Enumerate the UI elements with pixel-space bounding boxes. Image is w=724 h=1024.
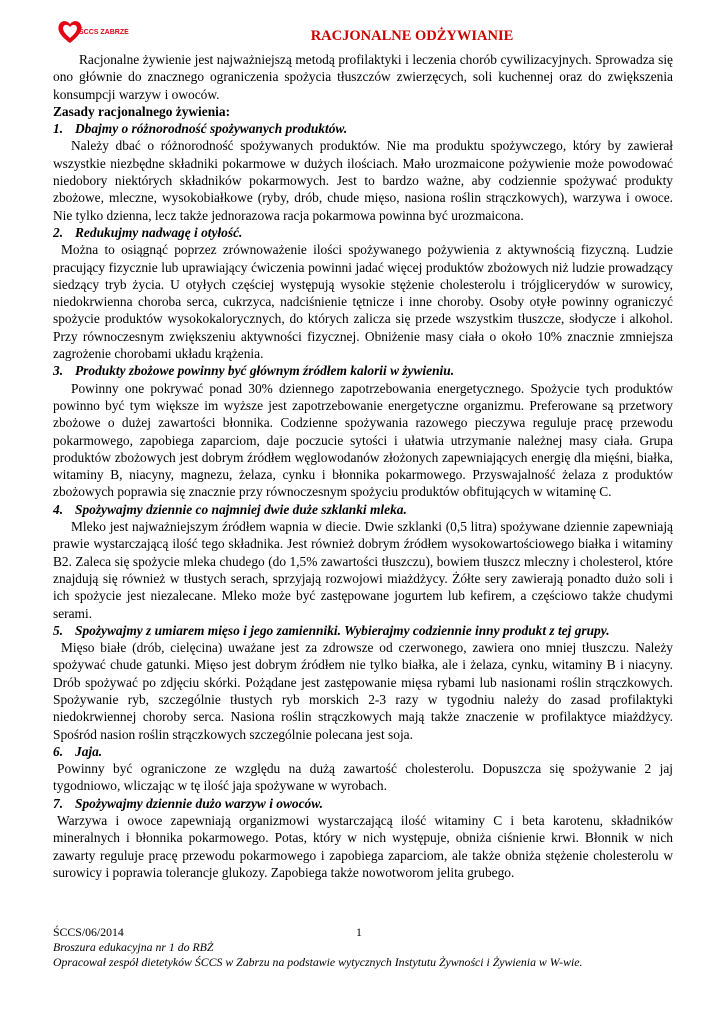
section-heading: 3. Produkty zbożowe powinny być głównym źródłem kalorii w żywieniu. (53, 363, 455, 379)
section-body: Powinny one pokrywać ponad 30% dziennego zapotrzebowania energetycznego. Spożycie tych produktów powinno być tym większe im wyższe jest zapotrzebowanie energetyczne organizmu. Preferowane są przetwory zbożowe o dużej zawartości błonnika. Codzienne spożywania razowego pieczywa reguluje pracę przewodu pokarmowego, zapobiega zaparciom, daje poczucie sytości i ułatwia utrzymanie należnej masy ciała. Grupa produktów zbożowych jest dobrym źródłem węglowodanów złożonych zapewniających energię dla mięśni, białka, witaminy B, niacyny, magnezu, żelaza, cynku i błonnika pokarmowego. Przyswajalność żelaza z produktów zbożowych poprawia się znacznie przy równoczesnym spożyciu produktów obfitujących w witaminę C. (53, 380, 673, 500)
section-body: Warzywa i owoce zapewniają organizmowi wystarczającą ilość witaminy C i beta karotenu, składników mineralnych i błonnika pokarmowego. Potas, który w nich występuje, obniża ciśnienie krwi. Błonnik w nich zawarty reguluje pracę przewodu pokarmowego i zapobiega zaparciom, ale także obniża stężenie cholesterolu w surowicy i poprawia tolerancje glukozy. Zapobiega także nowotworom jelita grubego. (53, 813, 673, 880)
section-heading: 5. Spożywajmy z umiarem mięso i jego zamienniki. Wybierajmy codziennie inny produkt z tej grupy. (53, 622, 610, 638)
author-note: Opracował zespół dietetyków ŚCCS w Zabrzu na podstawie wytycznych Instytutu Żywności i Żywienia w W-wie. (53, 955, 583, 969)
section-body: Powinny być ograniczone ze względu na dużą zawartość cholesterolu. Dopuszcza się spożywanie 2 jaj tygodniowo, wliczając w tę ilość jaja spożywane w wyrobach. (53, 761, 673, 794)
section-body: Mięso białe (drób, cielęcina) uważane jest za zdrowsze od czerwonego, zawiera ono mniej tłuszczu. Należy spożywać chude gatunki. Mięso jest dobrym źródłem nie tylko białka, ale i żelaza, cynku, witaminy B i niacyny. Drób spożywać po zdjęciu skórki. Pożądane jest zastępowanie mięsa rybami lub nasionami roślin strączkowych. Spożywanie ryb, szczególnie tłustych ryb morskich 2-3 razy w tygodniu należy do zasad profilaktyki niedokrwiennej choroby serca. Nasiona roślin strączkowych mają także znaczenie w profilaktyce miażdżycy. Spośród nasion roślin strączkowych szczególnie polecana jest soja. (53, 640, 673, 742)
page-title: RACJONALNE ODŻYWIANIE (310, 28, 514, 44)
logo-text: ŚCCS ZABRZE (79, 29, 129, 36)
document-body (53, 51, 673, 881)
brochure-label: Broszura edukacyjna nr 1 do RBŻ (53, 940, 214, 954)
page-footer (53, 925, 673, 970)
page-number: 1 (356, 925, 362, 939)
section-body: Należy dbać o różnorodność spożywanych produktów. Nie ma produktu spożywczego, który by zawierał wszystkie niezbędne składniki pokarmowe w dużych ilościach. Mało urozmaicone pożywienie może powodować niedobory niektórych składników pokarmowych. Jest to bardzo ważne, aby codziennie spożywać produkty zbożowe, mleczne, wysokobiałkowe (ryby, drób, chude mięso, nasiona roślin strączkowych), warzywa i owoce. Nie tylko dzienna, lecz także jednorazowa racja pokarmowa powinna być urozmaicona. (53, 138, 673, 223)
intro-paragraph: Racjonalne żywienie jest najważniejszą metodą profilaktyki i leczenia chorób cywilizacyjnych. Sprowadza się ono głównie do znacznego ograniczenia spożycia tłuszczów zwierzęcych, soli kuchennej oraz do zwiększenia konsumpcji warzyw i owoców. (53, 52, 673, 102)
section-heading: 6. Jaja. (53, 743, 103, 759)
principles-title: Zasady racjonalnego żywienia: (53, 103, 231, 119)
section-body: Mleko jest najważniejszym źródłem wapnia w diecie. Dwie szklanki (0,5 litra) spożywane dziennie zapewniają prawie wystarczającą ilość tego składnika. Jest również dobrym źródłem wysokowartościowego białka i witaminy B2. Zaleca się spożycie mleka chudego (do 1,5% zawartości tłuszczu), bowiem tłuszcz mleczny i cholesterol, które znajdują się również w tłustych serach, sprzyjają rozwojowi miażdżycy. Żółte sery zawierają ponadto dużo soli i ich spożycie jest niezalecane. Mleko może być zastępowane jogurtem lub kefirem, a częściowo także chudymi serami. (53, 519, 673, 621)
section-heading: 1. Dbajmy o różnorodność spożywanych produktów. (53, 121, 348, 137)
section-heading: 7. Spożywajmy dziennie dużo warzyw i owoców. (53, 795, 324, 811)
document-code: ŚCCS/06/2014 (53, 925, 124, 939)
section-body: Można to osiągnąć poprzez zrównoważenie ilości spożywanego pożywienia z aktywnością fizyczną. Ludzie pracujący fizycznie lub uprawiający ćwiczenia powinni jadać więcej produktów zbożowych niż ludzie prowadzący siedzący tryb życia. U otyłych częściej występują wysokie stężenie cholesterolu i trójglicerydów w surowicy, niedokrwienna choroba serca, cukrzyca, nadciśnienie tętnicze i inne choroby. Osoby otyłe powinny ograniczyć spożycie produktów wysokokalorycznych, do których zalicza się przede wszystkim tłuszcze, słodycze i alkohol. Przy równoczesnym zwiększeniu aktywności fizycznej. Obniżenie masy ciała o około 10% znacznie zmniejsza zagrożenie chorobami układu krążenia. (53, 242, 673, 362)
section-heading: 2. Redukujmy nadwagę i otyłość. (53, 224, 243, 240)
section-heading: 4. Spożywajmy dziennie co najmniej dwie duże szklanki mleka. (53, 501, 407, 517)
